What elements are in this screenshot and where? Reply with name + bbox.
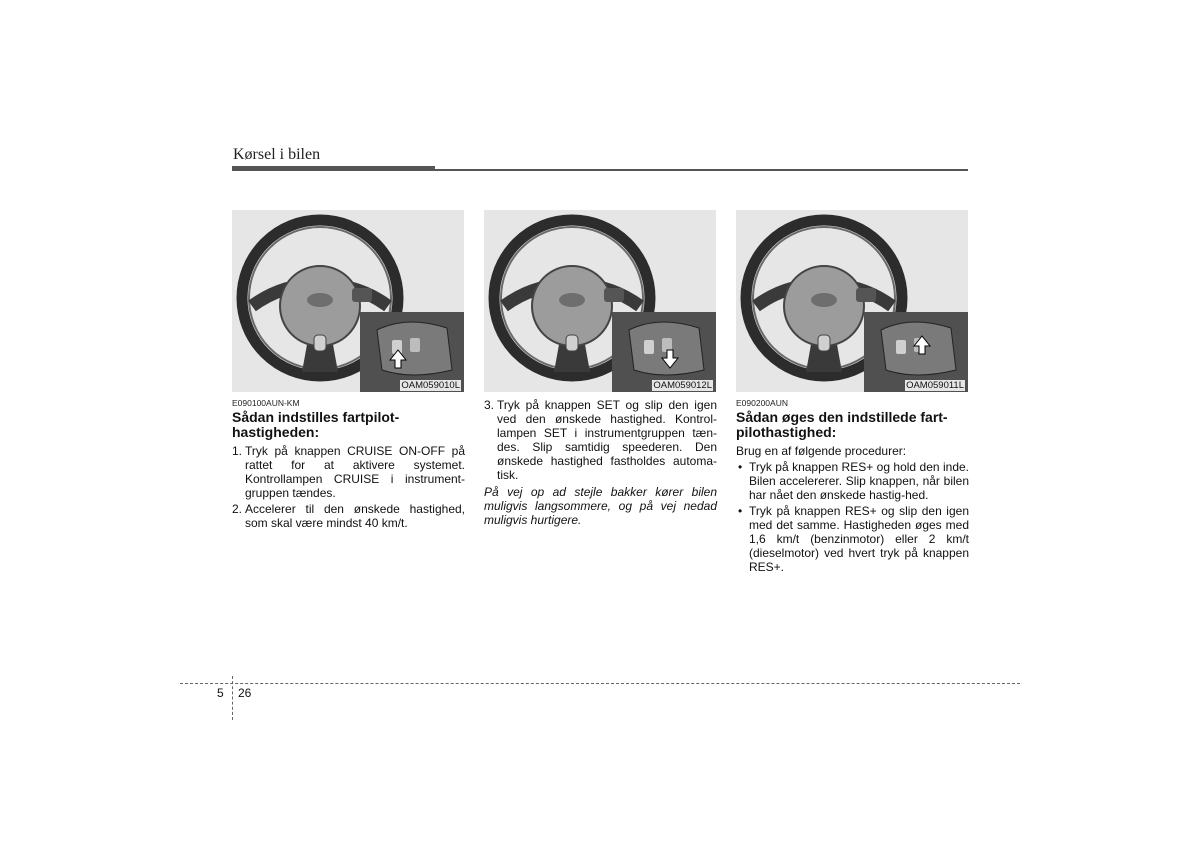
page-number: 26 [238, 686, 252, 700]
list-item [232, 444, 465, 500]
figure-caption: OAM059010L [401, 380, 460, 391]
list-item [736, 504, 969, 574]
steering-wheel-figure-1 [232, 210, 464, 392]
figure-caption: OAM059011L [906, 380, 964, 391]
section-code: E090200AUN [736, 398, 788, 408]
section-title: Kørsel i bilen [233, 146, 321, 163]
column-1 [232, 398, 465, 532]
header-rule-thick [232, 166, 435, 171]
steering-wheel-figure-2 [484, 210, 716, 392]
steering-wheel-figure-3 [736, 210, 968, 392]
column-3 [736, 398, 969, 576]
list-text: Accelerer til den ønskede hastighed, som skal være mindst 40 km/t. [245, 502, 465, 530]
list-number: 3. [484, 398, 495, 412]
list-text: Tryk på knappen CRUISE ON-OFF på rattet for at aktivere systemet. Kontrollampen CRUISE i instrument-gruppen tændes. [245, 444, 465, 500]
steering-wheel-illustration [736, 210, 968, 392]
note-text: På vej op ad stejle bakker kører bilen muligvis langsommere, og på vej nedad muligvis hurtigere. [484, 485, 717, 527]
list-text: Tryk på knappen SET og slip den igen ved den ønskede hastighed. Kontrol-lampen SET i instrumentgruppen tæn-des. Slip samtidig speederen. Den ønskede hastighed fastholdes automa-tisk. [497, 398, 717, 482]
section-heading: Sådan indstilles fartpilot-hastigheden: [232, 409, 400, 440]
chapter-number: 5 [217, 686, 224, 700]
bullet-icon: • [738, 460, 743, 474]
list-text: Tryk på knappen RES+ og hold den inde. Bilen accelererer. Slip knappen, når bilen har nået den ønskede hastig-hed. [749, 460, 969, 502]
list-text: Tryk på knappen RES+ og slip den igen med det samme. Hastigheden øges med 1,6 km/t (benzinmotor) eller 2 km/t (dieselmotor) ved hvert tryk på knappen RES+. [749, 504, 969, 574]
steering-wheel-illustration [232, 210, 464, 392]
list-number: 2. [232, 502, 243, 516]
list-item [484, 398, 717, 482]
header-rule-thin [435, 169, 968, 171]
section-code: E090100AUN-KM [232, 398, 300, 408]
bullet-icon: • [738, 504, 743, 518]
footer-vertical-divider [232, 676, 233, 720]
intro-text: Brug en af følgende procedurer: [736, 444, 907, 458]
section-heading: Sådan øges den indstillede fart-pilothastighed: [736, 409, 948, 440]
footer-divider [180, 683, 1020, 684]
column-2 [484, 398, 717, 527]
steering-wheel-illustration [484, 210, 716, 392]
list-item [736, 460, 969, 502]
figure-caption: OAM059012L [653, 380, 712, 391]
list-item [232, 502, 465, 530]
list-number: 1. [232, 444, 243, 458]
